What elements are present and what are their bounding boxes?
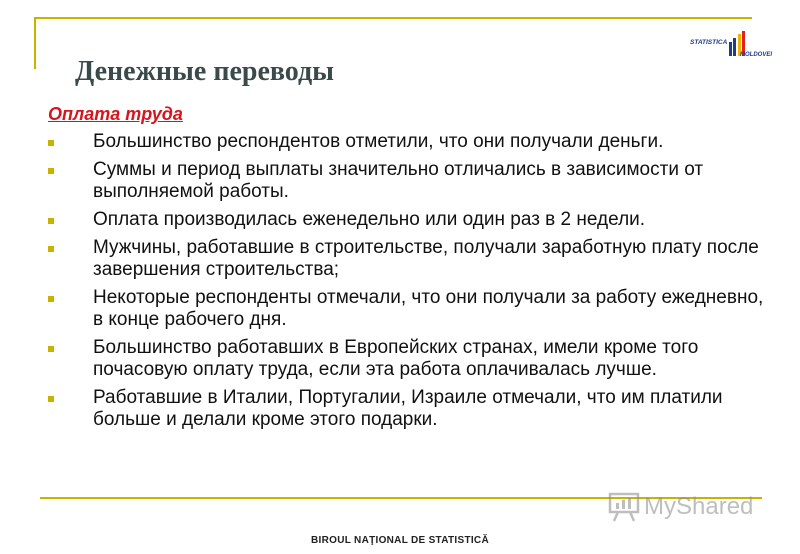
page-title: Денежные переводы (75, 56, 335, 87)
bullet-square-icon (48, 218, 54, 224)
bullet-square-icon (48, 246, 54, 252)
bullet-square-icon (48, 140, 54, 146)
bullet-text: Большинство работавших в Европейских странах, имели кроме того почасовую оплату труда, если эта работа оплачивалась лучше. (93, 337, 699, 380)
bullet-item (48, 159, 768, 203)
bullet-text: Работавшие в Италии, Португалии, Израиле отмечали, что им платили больше и делали кроме этого подарки. (93, 387, 723, 430)
frame-top-border (34, 17, 752, 19)
watermark-text: MyShared (644, 493, 754, 520)
bullet-text: Суммы и период выплаты значительно отличались в зависимости от выполняемой работы. (93, 159, 704, 202)
bullet-text: Большинство респондентов отметили, что они получали деньги. (93, 131, 664, 152)
section-subtitle: Оплата труда (48, 104, 183, 124)
statistica-moldovei-logo (688, 30, 773, 66)
presentation-board-icon (608, 492, 640, 522)
bullet-text: Оплата производилась еженедельно или один раз в 2 недели. (93, 209, 646, 230)
logo-line1: STATISTICA (690, 39, 728, 46)
logo-line2: MOLDOVEI (740, 52, 773, 58)
bullet-item (48, 131, 768, 153)
bullet-item (48, 337, 768, 381)
bullet-square-icon (48, 296, 54, 302)
bullet-square-icon (48, 168, 54, 174)
myshared-watermark (608, 490, 753, 524)
bullet-list (48, 131, 768, 437)
bullet-square-icon (48, 346, 54, 352)
frame-left-border (34, 17, 36, 69)
footer-text: BIROUL NAŢIONAL DE STATISTICĂ (311, 535, 489, 546)
bullet-item (48, 209, 768, 231)
bullet-square-icon (48, 396, 54, 402)
bullet-item (48, 237, 768, 281)
bullet-text: Мужчины, работавшие в строительстве, получали заработную плату после завершения строительства; (93, 237, 759, 280)
bullet-item (48, 287, 768, 331)
bullet-item (48, 387, 768, 431)
bullet-text: Некоторые респонденты отмечали, что они получали за работу ежедневно, в конце рабочего дня. (93, 287, 764, 330)
